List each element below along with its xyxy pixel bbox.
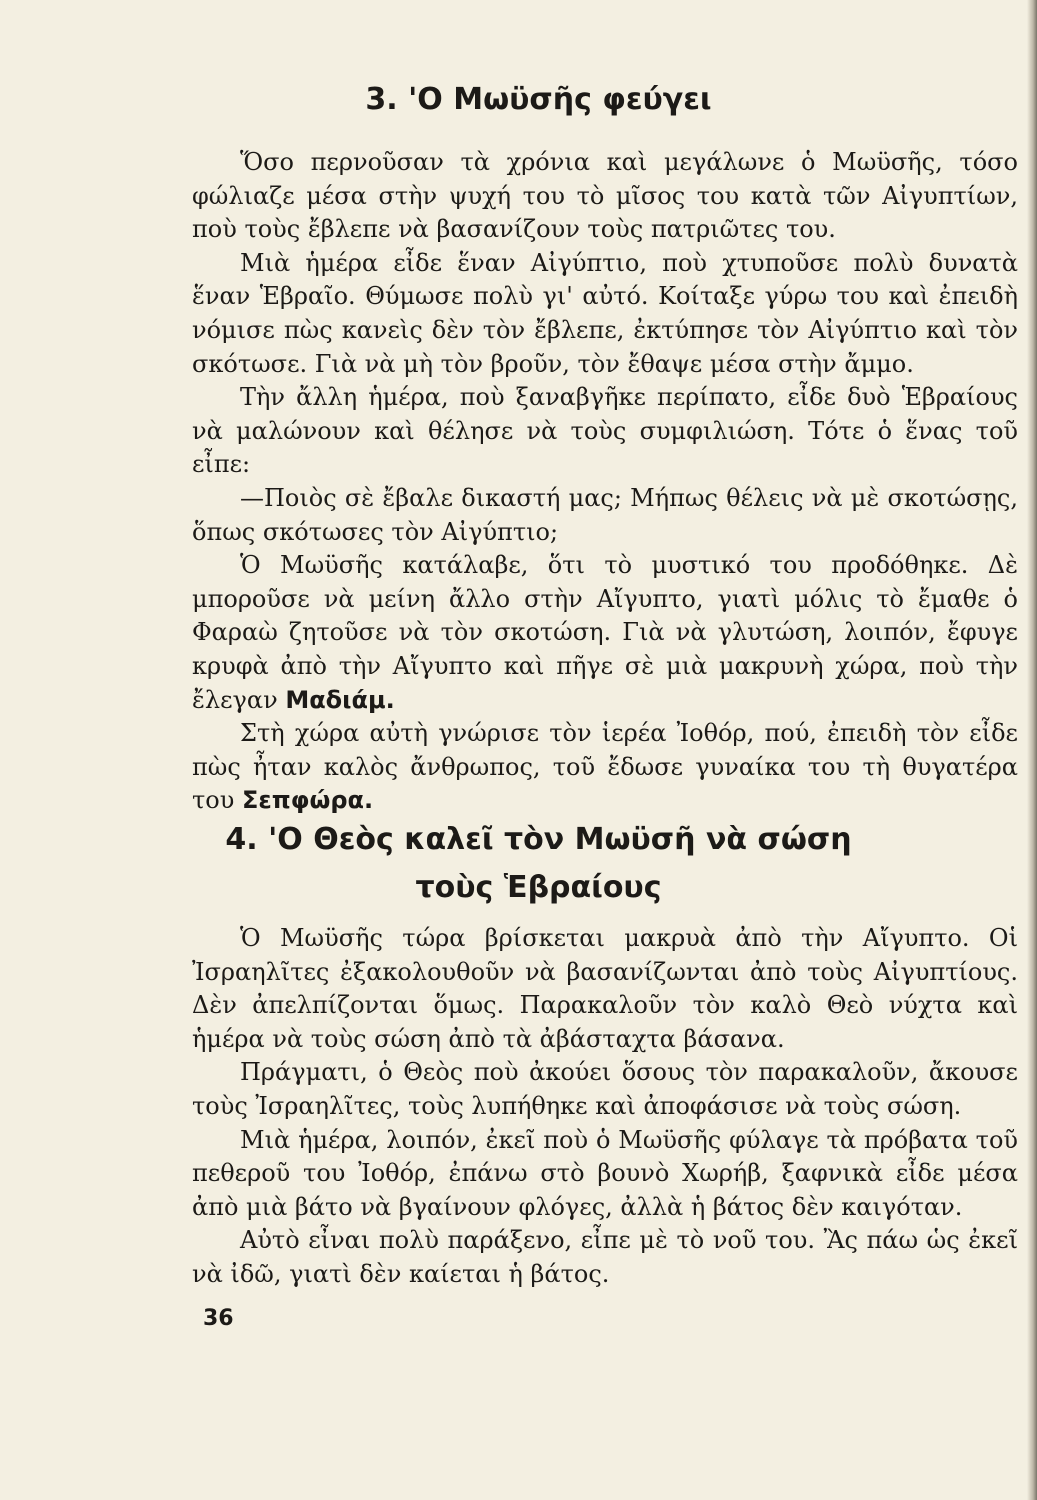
place-name-madiam: Μαδιάμ. [285, 685, 395, 714]
section-3-body [192, 146, 1018, 818]
paragraph: Ὅσο περνοῦσαν τὰ χρόνια καὶ μεγάλωνε ὁ Μωϋσῆς, τόσο φώλιαζε μέσα στὴν ψυχή του τὸ μῖσος του κατὰ τῶν Αἰγυπτίων, ποὺ τοὺς ἔβλεπε νὰ βασανίζουν τοὺς πατριῶτες του. [192, 148, 1018, 244]
paragraph [192, 717, 1018, 818]
paragraph: Μιὰ ἡμέρα, λοιπόν, ἐκεῖ ποὺ ὁ Μωϋσῆς φύλαγε τὰ πρόβατα τοῦ πεθεροῦ του Ἰοθόρ, ἐπάνω στὸ βουνὸ Χωρήβ, ξαφνικὰ εἶδε μέσα ἀπὸ μιὰ βάτο νὰ βγαίνουν φλόγες, ἀλλὰ ἡ βάτος δὲν καιγόταν. [192, 1125, 1018, 1221]
page-number: 36 [203, 1306, 234, 1331]
paragraph: Τὴν ἄλλη ἡμέρα, ποὺ ξαναβγῆκε περίπατο, εἶδε δυὸ Ἑβραίους νὰ μαλώνουν καὶ θέλησε νὰ τοὺς συμφιλιώση. Τότε ὁ ἕνας τοῦ εἶπε: [192, 383, 1018, 479]
paragraph: Μιὰ ἡμέρα εἶδε ἕναν Αἰγύπτιο, ποὺ χτυποῦσε πολὺ δυνατὰ ἕναν Ἑβραῖο. Θύμωσε πολὺ γι' αὐτό. Κοίταξε γύρω του καὶ ἐπειδὴ νόμισε πὼς κανεὶς δὲν τὸν ἔβλεπε, ἐκτύπησε τὸν Αἰγύπτιο καὶ τὸν σκότωσε. Γιὰ νὰ μὴ τὸν βροῦν, τὸν ἔθαψε μέσα στὴν ἄμμο. [192, 248, 1018, 378]
name-sepfora: Σεπφώρα. [241, 786, 374, 815]
paragraph [192, 549, 1018, 717]
paragraph-text: Ὁ Μωϋσῆς κατάλαβε, ὅτι τὸ μυστικό του προδόθηκε. Δὲ μποροῦσε νὰ μείνη ἄλλο στὴν Αἴγυπτο, γιατὶ μόλις τὸ ἔμαθε ὁ Φαραὼ ζητοῦσε νὰ τὸν σκοτώση. Γιὰ νὰ γλυτώση, λοιπόν, ἔφυγε κρυφὰ ἀπὸ τὴν Αἴγυπτο καὶ πῆγε σὲ μιὰ μακρυνὴ χώρα, ποὺ τὴν ἔλεγαν [192, 551, 1018, 714]
paragraph: Πράγματι, ὁ Θεὸς ποὺ ἀκούει ὅσους τὸν παρακαλοῦν, ἄκουσε τοὺς Ἰσραηλῖτες, τοὺς λυπήθηκε καὶ ἀποφάσισε νὰ τοὺς σώση. [192, 1058, 1018, 1120]
section-4-heading-line1: 4. 'Ο Θεὸς καλεῖ τὸν Μωϋσῆ νὰ σώση [225, 822, 852, 857]
section-4-heading-line2: τοὺς Ἑβραίους [415, 870, 662, 905]
paragraph: Αὐτὸ εἶναι πολὺ παράξενο, εἶπε μὲ τὸ νοῦ του. Ἂς πάω ὡς ἐκεῖ νὰ ἰδῶ, γιατὶ δὲν καίεται ἡ βάτος. [192, 1226, 1018, 1288]
section-4-heading [0, 816, 1037, 912]
page-edge-shadow [1027, 0, 1037, 1500]
section-3-heading: 3. 'Ο Μωϋσῆς φεύγει [365, 82, 712, 117]
section-4-body [192, 922, 1018, 1292]
paragraph-text: Στὴ χώρα αὐτὴ γνώρισε τὸν ἱερέα Ἰοθόρ, πού, ἐπειδὴ τὸν εἶδε πὼς ἦταν καλὸς ἄνθρωπος, τοῦ ἔδωσε γυναίκα του τὴ θυγατέρα του [192, 719, 1018, 815]
paragraph: Ὁ Μωϋσῆς τώρα βρίσκεται μακρυὰ ἀπὸ τὴν Αἴγυπτο. Οἱ Ἰσραηλῖτες ἐξακολουθοῦν νὰ βασανίζωνται ἀπὸ τοὺς Αἰγυπτίους. Δὲν ἀπελπίζονται ὅμως. Παρακαλοῦν τὸν καλὸ Θεὸ νύχτα καὶ ἡμέρα νὰ τοὺς σώση ἀπὸ τὰ ἀβάσταχτα βάσανα. [192, 924, 1018, 1053]
dialogue-paragraph: —Ποιὸς σὲ ἔβαλε δικαστή μας; Μήπως θέλεις νὰ μὲ σκοτώσῃς, ὅπως σκότωσες τὸν Αἰγύπτιο; [192, 483, 1018, 546]
